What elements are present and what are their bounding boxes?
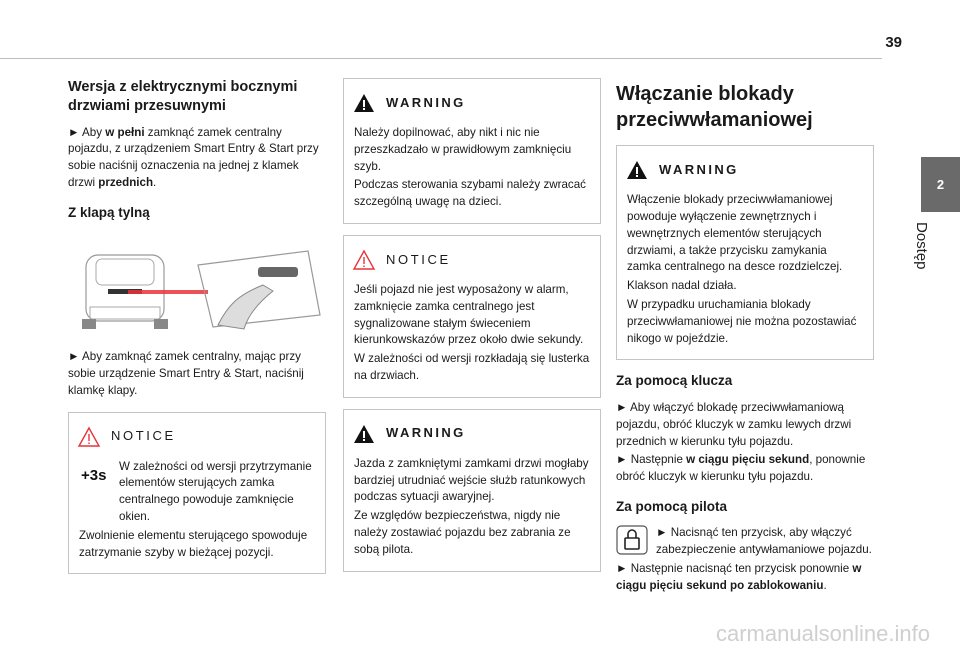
notice-box-alarm	[343, 235, 601, 398]
paragraph-tailgate-lock: ► Aby zamknąć zamek centralny, mając przy sobie urządzenie Smart Entry & Start, naciśnij klamkę klapy.	[68, 350, 304, 397]
warning-text-2: Klakson nadal działa.	[627, 279, 737, 293]
page-number: 39	[885, 34, 902, 51]
heading-sliding-doors: Wersja z elektrycznymi bocznymi drzwiami przesuwnymi	[68, 79, 298, 114]
notice-text-1: Jeśli pojazd nie jest wyposażony w alarm, zamknięcie zamka centralnego jest sygnalizowane stałym świeceniem kierunkowskazów przez około dwie sekundy.	[354, 282, 584, 347]
page-title: Włączanie blokady przeciwwłamaniowej	[616, 83, 813, 131]
warning-text-1: Jazda z zamkniętymi zamkami drzwi mogłaby bardziej utrudniać wejście służb ratunkowych podczas sytuacji awaryjnej.	[354, 456, 589, 504]
paragraph-full-lock: ► Aby w pełni zamknąć zamek centralny pojazdu, z urządzeniem Smart Entry & Start przy sobie naciśnij oznaczenia na jednej z klamek drzwi przednich.	[68, 125, 319, 190]
warning-text-2: Podczas sterowania szybami należy zwracać szczególną uwagę na dzieci.	[354, 178, 586, 209]
paragraph-key-1: ► Aby włączyć blokadę przeciwwłamaniową pojazdu, obróć kluczyk w zamku lewych drzwi przednich w kierunku tyłu pojazdu.	[616, 400, 852, 448]
paragraph-key-2: ► Następnie w ciągu pięciu sekund, ponownie obróć kluczyk w kierunku tyłu pojazdu.	[616, 453, 866, 484]
notice-title: NOTICE	[386, 251, 451, 267]
subheading-remote: Za pomocą pilota	[616, 498, 728, 514]
section-tab[interactable]: 2	[921, 157, 960, 212]
column-1	[68, 78, 326, 585]
warning-box-emergency	[343, 409, 601, 572]
subheading-tailgate: Z klapą tylną	[68, 204, 150, 220]
warning-text-1: Włączenie blokady przeciwwłamaniowej powoduje wyłączenie zewnętrznych i wewnętrznych elementów sterujących drzwiami, a także przycisku zamykania zamka centralnego na desce rozdzielczej.	[627, 193, 843, 274]
warning-title: WARNING	[386, 94, 466, 110]
subheading-key: Za pomocą klucza	[616, 373, 733, 389]
hold-three-seconds-label: +3s	[81, 466, 107, 484]
notice-box-windows	[68, 412, 326, 575]
notice-title: NOTICE	[111, 428, 176, 444]
warning-title: WARNING	[659, 161, 739, 177]
section-title: Dostęp	[913, 222, 930, 270]
notice-text-2: W zależności od wersji rozkładają się lusterka na drzwiach.	[354, 352, 590, 382]
warning-triangle-icon	[352, 249, 376, 271]
warning-triangle-icon	[352, 423, 376, 445]
column-2	[343, 78, 601, 583]
watermark: carmanualsonline.info	[715, 621, 930, 646]
warning-triangle-icon	[625, 159, 649, 181]
warning-box-windows	[343, 78, 601, 224]
warning-title: WARNING	[386, 425, 466, 441]
paragraph-remote-1: ► Nacisnąć ten przycisk, aby włączyć zabezpieczenie antywłamaniowe pojazdu.	[656, 526, 872, 557]
warning-text-1: Należy dopilnować, aby nikt i nic nie przeszkadzało w prawidłowym zamknięciu szyb.	[354, 126, 572, 173]
lock-button-icon	[616, 525, 650, 555]
warning-box-deadlock	[616, 145, 874, 360]
header-divider	[0, 58, 882, 59]
column-3	[616, 78, 874, 597]
warning-text-3: W przypadku uruchamiania blokady przeciwwłamaniowej nie można pozostawiać nikogo w pojeździe.	[627, 297, 857, 345]
notice-text-2: Zwolnienie elementu sterującego spowoduje zatrzymanie szyby w bieżącej pozycji.	[79, 528, 308, 559]
paragraph-remote-2: ► Następnie nacisnąć ten przycisk ponownie w ciągu pięciu sekund po zablokowaniu.	[616, 562, 862, 592]
hold-three-seconds-icon	[79, 459, 113, 489]
warning-text-2: Ze względów bezpieczeństwa, nigdy nie należy zostawiać pojazdu bez zabrania ze sobą pilota.	[354, 509, 571, 556]
warning-triangle-icon	[77, 426, 101, 448]
warning-triangle-icon	[352, 92, 376, 114]
notice-text-1: W zależności od wersji przytrzymanie elementów sterujących zamka centralnego powoduje zamknięcie okien.	[119, 459, 312, 524]
tailgate-handle-illustration	[68, 245, 326, 333]
